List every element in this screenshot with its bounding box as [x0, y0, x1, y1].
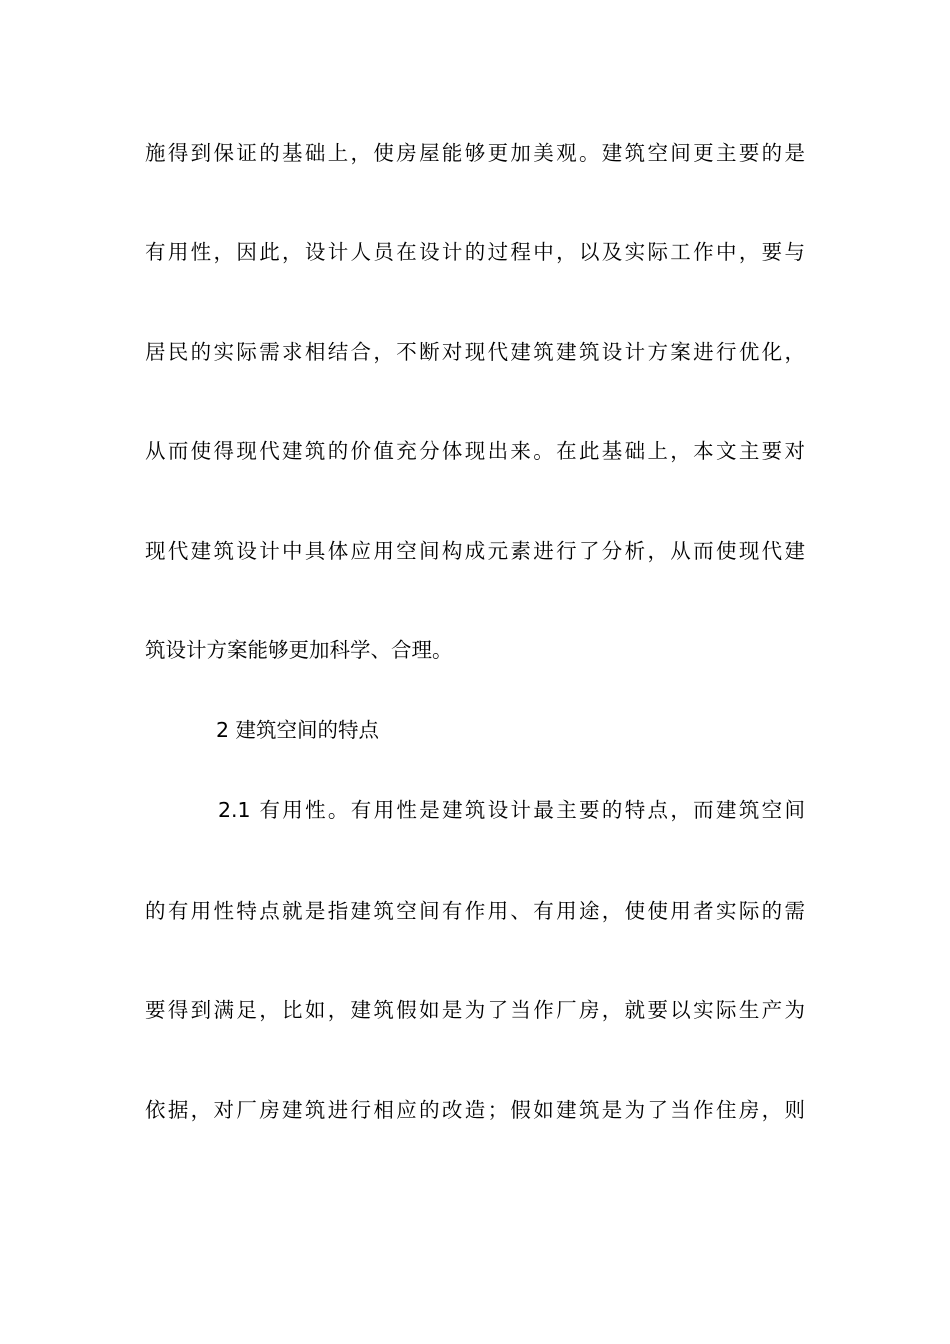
text-line: 居民的实际需求相结合，不断对现代建筑建筑设计方案进行优化， — [145, 340, 805, 364]
section-heading: 2 建筑空间的特点 — [216, 718, 380, 742]
text-line: 2.1 有用性。有用性是建筑设计最主要的特点，而建筑空间 — [218, 798, 805, 822]
text-line: 有用性，因此，设计人员在设计的过程中，以及实际工作中，要与 — [145, 240, 805, 264]
text-line: 依据，对厂房建筑进行相应的改造；假如建筑是为了当作住房，则 — [145, 1098, 805, 1122]
text-line: 施得到保证的基础上，使房屋能够更加美观。建筑空间更主要的是 — [145, 141, 805, 165]
text-line: 现代建筑设计中具体应用空间构成元素进行了分析，从而使现代建 — [145, 539, 805, 563]
text-line: 要得到满足，比如，建筑假如是为了当作厂房，就要以实际生产为 — [145, 998, 805, 1022]
text-line: 从而使得现代建筑的价值充分体现出来。在此基础上，本文主要对 — [145, 439, 805, 463]
text-line: 的有用性特点就是指建筑空间有作用、有用途，使使用者实际的需 — [145, 899, 805, 923]
text-line: 筑设计方案能够更加科学、合理。 — [145, 638, 453, 662]
